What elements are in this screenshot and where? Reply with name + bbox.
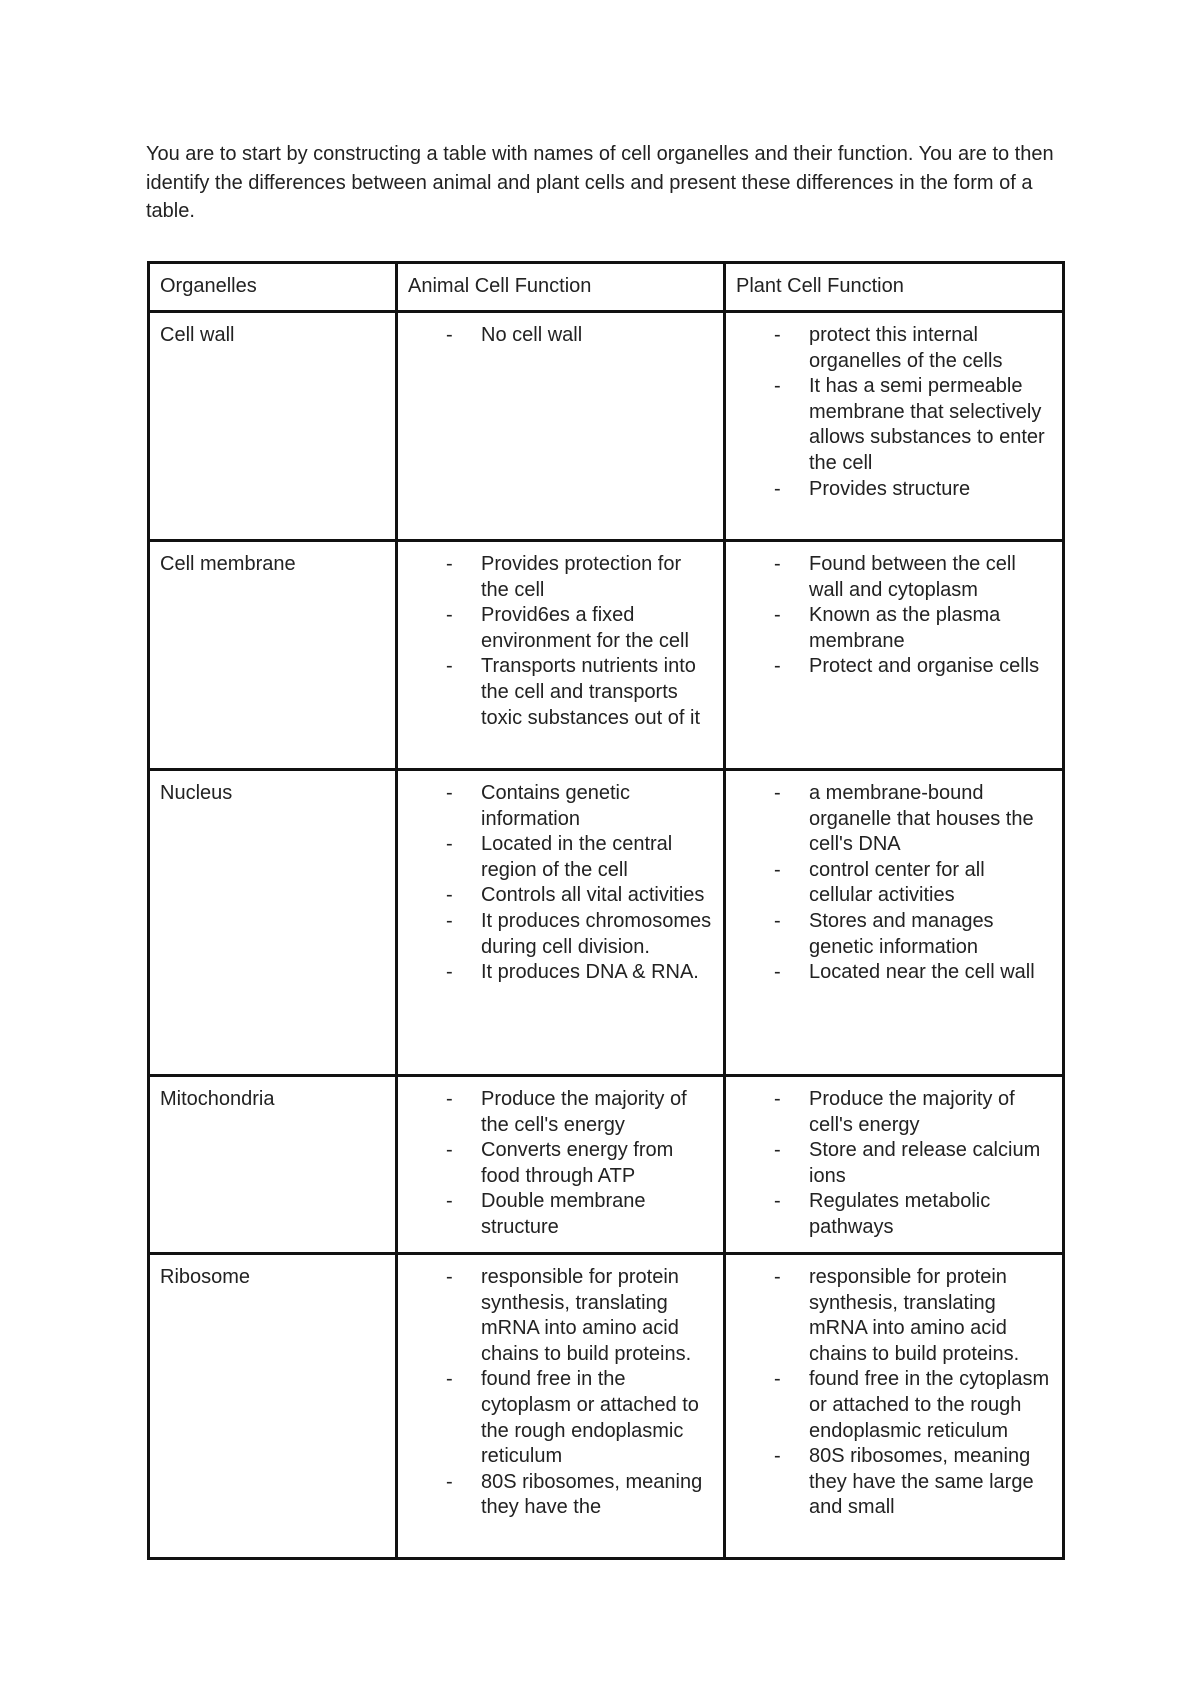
animal-function-cell [397, 770, 725, 1076]
table-row [149, 1254, 1064, 1559]
plant-function-cell [725, 1076, 1064, 1254]
list-item-text: Located in the central region of the cell [481, 833, 673, 881]
list-item [408, 654, 713, 731]
bullet-dash: - [774, 553, 781, 575]
animal-function-list [408, 781, 713, 986]
table-row [149, 1076, 1064, 1254]
bullet-dash: - [774, 782, 781, 804]
list-item [408, 1087, 713, 1138]
list-item [736, 1367, 1052, 1444]
header-plant-cell-function: Plant Cell Function [725, 263, 1064, 312]
animal-function-list [408, 323, 713, 349]
bullet-dash: - [774, 604, 781, 627]
table-row [149, 312, 1064, 541]
list-item-text: found free in the cytoplasm or attached to the rough endoplasmic reticulum [809, 1368, 1050, 1442]
organelle-name: Mitochondria [149, 1076, 397, 1254]
list-item-text: protect this internal organelles of the cells [809, 324, 1003, 372]
bullet-dash: - [774, 1445, 781, 1468]
organelle-name: Nucleus [149, 770, 397, 1076]
animal-function-list [408, 1265, 713, 1521]
list-item [408, 909, 713, 960]
animal-function-cell [397, 541, 725, 770]
list-item [408, 781, 713, 832]
plant-function-cell [725, 541, 1064, 770]
bullet-dash: - [446, 553, 453, 575]
bullet-dash: - [774, 909, 781, 932]
list-item-text: control center for all cellular activities [809, 858, 985, 907]
list-item-text: Stores and manages genetic information [809, 909, 994, 958]
list-item-text: Produce the majority of the cell's energy [481, 1088, 687, 1136]
list-item [736, 552, 1052, 603]
list-item [408, 1367, 713, 1469]
bullet-dash: - [446, 884, 453, 907]
list-item-text: Controls all vital activities [481, 884, 705, 907]
list-item-text: found free in the cytoplasm or attached to the rough endoplasmic reticulum [481, 1368, 699, 1468]
bullet-dash: - [446, 655, 453, 678]
list-item [408, 960, 713, 986]
bullet-dash: - [446, 1470, 453, 1493]
list-item [408, 883, 713, 909]
plant-function-list [736, 1087, 1052, 1241]
list-item [736, 909, 1052, 960]
list-item [408, 832, 713, 883]
bullet-dash: - [774, 324, 781, 346]
organelle-table [147, 261, 1065, 1560]
list-item [408, 323, 713, 349]
bullet-dash: - [446, 1190, 453, 1213]
bullet-dash: - [774, 1368, 781, 1391]
list-item-text: Contains genetic information [481, 782, 630, 830]
plant-function-cell [725, 1254, 1064, 1559]
list-item [736, 374, 1052, 476]
list-item-text: a membrane-bound organelle that houses the cell's DNA [809, 782, 1034, 856]
plant-function-list [736, 323, 1052, 502]
list-item-text: Found between the cell wall and cytoplasm [809, 553, 1016, 601]
plant-function-list [736, 781, 1052, 986]
list-item [408, 1470, 713, 1521]
list-item [736, 477, 1052, 503]
bullet-dash: - [446, 1088, 453, 1110]
bullet-dash: - [446, 1266, 453, 1288]
plant-function-cell [725, 770, 1064, 1076]
bullet-dash: - [774, 1088, 781, 1110]
table-header-row [149, 263, 1064, 312]
bullet-dash: - [446, 604, 453, 627]
list-item [736, 1189, 1052, 1240]
plant-function-cell [725, 312, 1064, 541]
organelle-name: Ribosome [149, 1254, 397, 1559]
list-item-text: Known as the plasma membrane [809, 604, 1001, 652]
bullet-dash: - [446, 1139, 453, 1162]
list-item [736, 654, 1052, 680]
list-item [736, 1444, 1052, 1521]
list-item [736, 603, 1052, 654]
header-organelles: Organelles [149, 263, 397, 312]
organelle-name: Cell membrane [149, 541, 397, 770]
list-item [736, 960, 1052, 986]
list-item-text: Located near the cell wall [809, 961, 1035, 984]
list-item-text: Transports nutrients into the cell and transports toxic substances out of it [481, 655, 701, 729]
bullet-dash: - [774, 858, 781, 881]
bullet-dash: - [446, 324, 453, 346]
list-item [736, 858, 1052, 909]
bullet-dash: - [774, 1139, 781, 1162]
bullet-dash: - [774, 961, 781, 984]
list-item [408, 1189, 713, 1240]
animal-function-list [408, 1087, 713, 1241]
list-item-text: Provides structure [809, 477, 971, 500]
list-item-text: 80S ribosomes, meaning they have the same large and small [809, 1445, 1034, 1519]
list-item [408, 603, 713, 654]
bullet-dash: - [446, 833, 453, 856]
bullet-dash: - [774, 477, 781, 500]
plant-function-list [736, 1265, 1052, 1521]
list-item [408, 552, 713, 603]
list-item-text: It produces DNA & RNA. [481, 961, 699, 984]
list-item-text: Store and release calcium ions [809, 1139, 1041, 1187]
list-item [408, 1138, 713, 1189]
list-item-text: Protect and organise cells [809, 655, 1040, 678]
list-item-text: 80S ribosomes, meaning they have the [481, 1470, 703, 1519]
list-item [736, 1265, 1052, 1367]
animal-function-list [408, 552, 713, 731]
bullet-dash: - [774, 655, 781, 678]
list-item-text: responsible for protein synthesis, translating mRNA into amino acid chains to build proteins. [481, 1266, 692, 1365]
bullet-dash: - [446, 909, 453, 932]
animal-function-cell [397, 1254, 725, 1559]
bullet-dash: - [446, 1368, 453, 1391]
animal-function-cell [397, 312, 725, 541]
bullet-dash: - [446, 782, 453, 804]
list-item [736, 1138, 1052, 1189]
list-item [408, 1265, 713, 1367]
list-item [736, 1087, 1052, 1138]
header-animal-cell-function: Animal Cell Function [397, 263, 725, 312]
bullet-dash: - [774, 1266, 781, 1288]
list-item [736, 323, 1052, 374]
list-item-text: It produces chromosomes during cell division. [481, 909, 712, 958]
table-row [149, 770, 1064, 1076]
table-row [149, 541, 1064, 770]
animal-function-cell [397, 1076, 725, 1254]
plant-function-list [736, 552, 1052, 680]
list-item [736, 781, 1052, 858]
list-item-text: Converts energy from food through ATP [481, 1139, 674, 1187]
bullet-dash: - [774, 375, 781, 398]
list-item-text: Provid6es a fixed environment for the cell [481, 604, 689, 652]
bullet-dash: - [774, 1190, 781, 1213]
list-item-text: Provides protection for the cell [481, 553, 682, 601]
bullet-dash: - [446, 961, 453, 984]
organelle-name: Cell wall [149, 312, 397, 541]
list-item-text: Produce the majority of cell's energy [809, 1088, 1015, 1136]
list-item-text: No cell wall [481, 324, 583, 346]
list-item-text: Regulates metabolic pathways [809, 1190, 991, 1238]
list-item-text: Double membrane structure [481, 1190, 646, 1238]
list-item-text: responsible for protein synthesis, translating mRNA into amino acid chains to build proteins. [809, 1266, 1020, 1365]
list-item-text: It has a semi permeable membrane that selectively allows substances to enter the cell [809, 375, 1045, 474]
intro-paragraph: You are to start by constructing a table with names of cell organelles and their function. You are to then identify the differences between animal and plant cells and present these differences in the form of a table. [146, 143, 1054, 222]
